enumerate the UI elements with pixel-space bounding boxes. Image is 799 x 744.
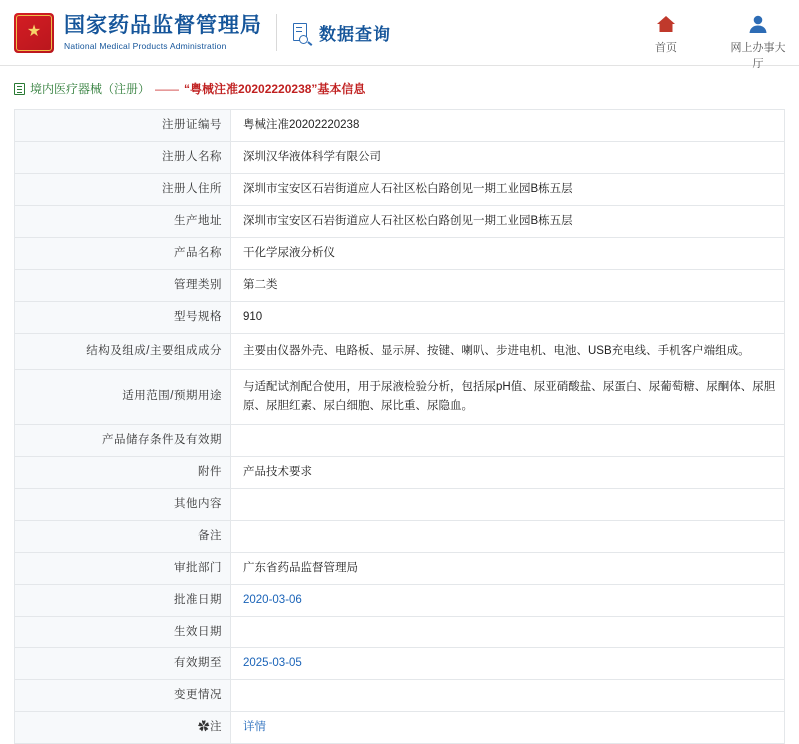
data-query-label: 数据查询 — [319, 25, 391, 44]
row-value — [231, 424, 785, 456]
user-icon — [727, 12, 789, 36]
row-value: 2025-03-05 — [231, 648, 785, 680]
table-row — [15, 369, 785, 424]
row-label: 结构及组成/主要组成成分 — [15, 333, 231, 369]
row-value — [231, 616, 785, 648]
table-row — [15, 269, 785, 301]
table-row — [15, 552, 785, 584]
table-row — [15, 520, 785, 552]
detail-table-wrapper — [0, 109, 799, 744]
site-header — [0, 0, 799, 70]
details-link[interactable]: 详情 — [243, 721, 266, 734]
nav-item-service-hall-label: 网上办事大厅 — [730, 42, 786, 70]
table-row — [15, 456, 785, 488]
row-label: 生产地址 — [15, 205, 231, 237]
row-label: 管理类别 — [15, 269, 231, 301]
table-row — [15, 333, 785, 369]
breadcrumb-separator: —— — [155, 81, 180, 96]
home-icon — [635, 12, 697, 36]
row-value: 与适配试剂配合使用，用于尿液检验分析，包括尿pH值、尿亚硝酸盐、尿蛋白、尿葡萄糖、尿酮体、尿胆原、尿胆红素、尿白细胞、尿比重、尿隐血。 — [231, 369, 785, 424]
list-icon — [14, 83, 25, 95]
row-value: 深圳市宝安区石岩街道应人石社区松白路创见一期工业园B栋五层 — [231, 173, 785, 205]
table-row — [15, 616, 785, 648]
row-label: 适用范围/预期用途 — [15, 369, 231, 424]
table-row — [15, 680, 785, 712]
brand-title-cn: 国家药品监督管理局 — [64, 14, 262, 38]
row-value: 粤械注准20202220238 — [231, 110, 785, 142]
row-value: 2020-03-06 — [231, 584, 785, 616]
nav-item-home[interactable] — [635, 12, 697, 71]
breadcrumb-section[interactable]: 境内医疗器械（注册） — [30, 82, 151, 96]
nav-item-home-label: 首页 — [655, 42, 677, 54]
row-label: 变更情况 — [15, 680, 231, 712]
row-label: 审批部门 — [15, 552, 231, 584]
row-label: 备注 — [15, 520, 231, 552]
row-value: 深圳汉华液体科学有限公司 — [231, 141, 785, 173]
row-value: 干化学尿液分析仪 — [231, 237, 785, 269]
row-label: 注册人名称 — [15, 141, 231, 173]
brand-block — [64, 14, 277, 50]
table-row — [15, 205, 785, 237]
table-row — [15, 141, 785, 173]
row-label: 注册人住所 — [15, 173, 231, 205]
document-search-icon — [293, 22, 313, 44]
row-value: 910 — [231, 301, 785, 333]
row-value: 深圳市宝安区石岩街道应人石社区松白路创见一期工业园B栋五层 — [231, 205, 785, 237]
row-label: 型号规格 — [15, 301, 231, 333]
nav-item-service-hall[interactable] — [727, 12, 789, 71]
header-nav — [635, 12, 789, 71]
row-value-link[interactable] — [231, 712, 785, 744]
row-value: 产品技术要求 — [231, 456, 785, 488]
detail-table-body — [15, 110, 785, 744]
breadcrumb — [0, 66, 799, 109]
row-label: 批准日期 — [15, 584, 231, 616]
table-row — [15, 712, 785, 744]
table-row — [15, 110, 785, 142]
row-value: 主要由仪器外壳、电路板、显示屏、按键、喇叭、步进电机、电池、USB充电线、手机客户端组成。 — [231, 333, 785, 369]
row-label: 产品储存条件及有效期 — [15, 424, 231, 456]
device-registration-detail-table — [14, 109, 785, 744]
row-value: 广东省药品监督管理局 — [231, 552, 785, 584]
table-row — [15, 301, 785, 333]
table-row — [15, 648, 785, 680]
row-value — [231, 680, 785, 712]
row-label: 其他内容 — [15, 488, 231, 520]
row-label: 注册证编号 — [15, 110, 231, 142]
row-value — [231, 488, 785, 520]
table-row — [15, 173, 785, 205]
row-value — [231, 520, 785, 552]
table-row — [15, 488, 785, 520]
table-row — [15, 584, 785, 616]
row-label: 附件 — [15, 456, 231, 488]
page-title: “粤械注准20202220238”基本信息 — [184, 82, 366, 96]
national-emblem-icon: ★ — [14, 13, 54, 53]
table-row — [15, 237, 785, 269]
data-query-link[interactable] — [293, 20, 391, 45]
row-label: 有效期至 — [15, 648, 231, 680]
row-label: 产品名称 — [15, 237, 231, 269]
brand-title-en: National Medical Products Administration — [64, 40, 227, 51]
row-label: ✿注 — [15, 712, 231, 744]
table-row — [15, 424, 785, 456]
row-value: 第二类 — [231, 269, 785, 301]
row-label: 生效日期 — [15, 616, 231, 648]
